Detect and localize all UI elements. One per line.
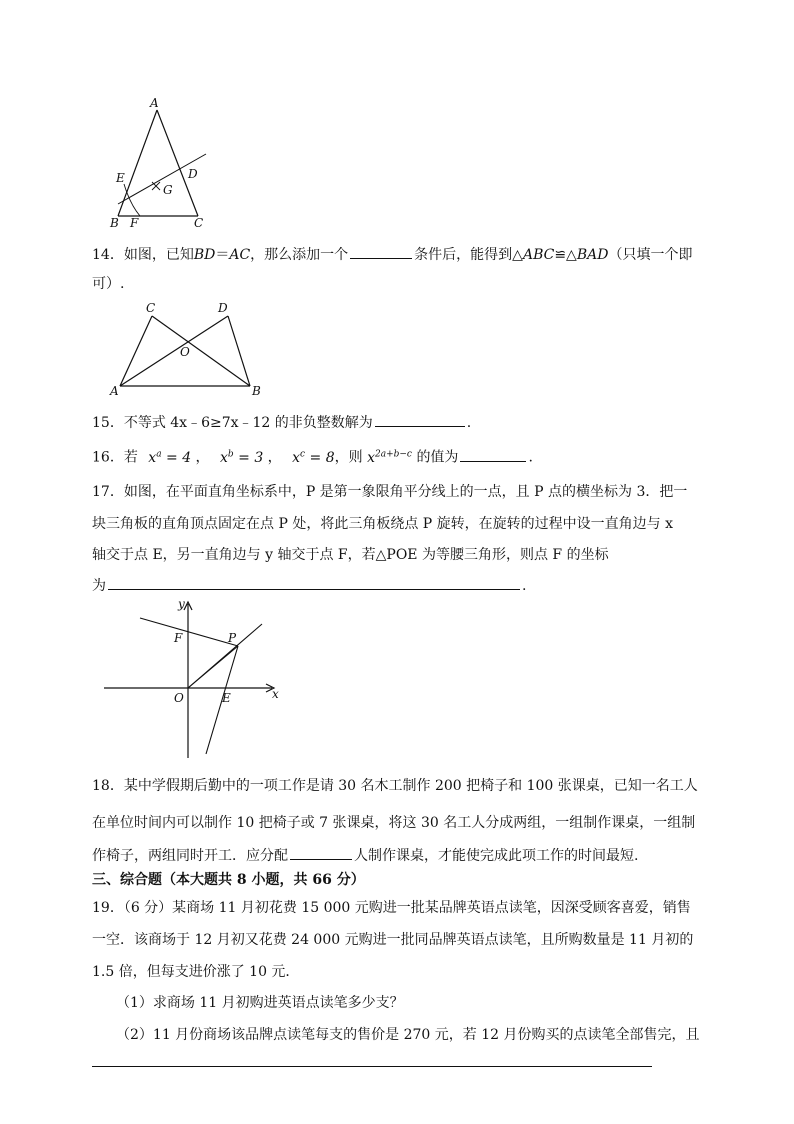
label-o: O bbox=[174, 691, 184, 705]
q16-eq-xb: $x^b = 3$ bbox=[220, 449, 264, 466]
question-17-line-4 bbox=[92, 575, 526, 596]
question-17-line-3: 轴交于点 E，另一直角边与 y 轴交于点 F，若△POE 为等腰三角形，则点 F 的坐标 bbox=[92, 547, 609, 563]
label-g: G bbox=[163, 183, 173, 197]
q16-expr: $x^{2a+b-c}$ bbox=[367, 449, 412, 466]
q14-text-mid: ，那么添加一个 bbox=[250, 247, 349, 263]
label-f: F bbox=[130, 216, 139, 230]
coordinate-plane-diagram bbox=[104, 598, 288, 762]
q16-end: . bbox=[528, 449, 533, 466]
q16-eq-xc: $x^c = 8$ bbox=[292, 449, 335, 466]
question-18-line-1: 18．某中学假期后勤中的一项工作是请 30 名木工制作 200 把椅子和 100 张课桌，已知一名工人 bbox=[92, 778, 698, 794]
q18-line3-prefix: 作椅子，两组同时开工．应分配 bbox=[92, 848, 288, 864]
q18-answer-blank[interactable] bbox=[290, 845, 352, 860]
label-a: A bbox=[110, 384, 119, 398]
footer-rule bbox=[92, 1066, 652, 1067]
q14-math-bad: BAD bbox=[576, 247, 609, 263]
q14-math-abc: ABC bbox=[522, 247, 555, 263]
q14-answer-blank[interactable] bbox=[350, 244, 412, 259]
question-18-line-3 bbox=[92, 845, 638, 866]
label-b: B bbox=[110, 216, 119, 230]
section-3-heading: 三、综合题（本大题共 8 小题，共 66 分） bbox=[92, 872, 365, 888]
label-e: E bbox=[116, 171, 125, 185]
question-19-sub-2: （2）11 月份商场该品牌点读笔每支的售价是 270 元，若 12 月份购买的点读笔全部售完，且 bbox=[116, 1027, 700, 1043]
question-14-line-2: 可）. bbox=[92, 276, 125, 292]
q15-end: . bbox=[466, 415, 472, 431]
question-16: 16．若 $x^a = 4$ ， $x^b = 3$ ， $x^c = 8$，则 $x^{2a+b-c}$ 的值为 . bbox=[92, 444, 533, 468]
figure-crossing-triangles bbox=[108, 298, 268, 398]
q16-eq-xa: $x^a = 4$ bbox=[148, 449, 192, 466]
q15-text: 15．不等式 4x﹣6≥7x﹣12 的非负整数解为 bbox=[92, 415, 373, 431]
label-y: y bbox=[178, 598, 185, 611]
question-19-line-3: 1.5 倍，但每支进价涨了 10 元． bbox=[92, 964, 300, 980]
q14-cong: ≌△ bbox=[554, 247, 577, 263]
q14-text-after: 条件后，能得到△ bbox=[414, 247, 523, 263]
label-p: P bbox=[228, 631, 237, 645]
q14-text-end: （只填一个即 bbox=[608, 247, 693, 263]
question-19-line-2: 一空．该商场于 12 月初又花费 24 000 元购进一批同品牌英语点读笔，且所购数量是 11 月初的 bbox=[92, 932, 694, 948]
label-x: x bbox=[272, 687, 279, 701]
label-e: E bbox=[222, 691, 231, 705]
q14-text-before: 14．如图，已知 bbox=[92, 247, 194, 263]
label-c: C bbox=[194, 216, 204, 230]
q17-answer-blank[interactable] bbox=[108, 575, 520, 590]
q16-mid: ，则 bbox=[334, 449, 363, 466]
question-17-line-1: 17．如图，在平面直角坐标系中，P 是第一象限角平分线上的一点，且 P 点的横坐标为 3．把一 bbox=[92, 484, 688, 500]
label-a: A bbox=[150, 96, 159, 110]
q14-eq: ＝ bbox=[215, 247, 230, 263]
q16-prefix: 16．若 bbox=[92, 449, 138, 466]
label-d: D bbox=[188, 167, 198, 181]
label-f: F bbox=[174, 631, 183, 645]
q16-suffix: 的值为 bbox=[416, 449, 459, 466]
q14-math-bd: BD bbox=[193, 247, 216, 263]
figure-coordinate-plane bbox=[104, 598, 288, 762]
q14-math-ac: AC bbox=[229, 247, 251, 263]
q15-answer-blank[interactable] bbox=[375, 412, 465, 427]
q17-line4-end: . bbox=[522, 578, 527, 594]
q18-line3-suffix: 人制作课桌，才能使完成此项工作的时间最短. bbox=[354, 848, 639, 864]
question-15 bbox=[92, 412, 471, 433]
question-18-line-2: 在单位时间内可以制作 10 把椅子或 7 张课桌，将这 30 名工人分成两组，一组制作课桌，一组制 bbox=[92, 815, 696, 831]
question-19-sub-1: （1）求商场 11 月初购进英语点读笔多少支？ bbox=[116, 995, 404, 1011]
crossing-triangles-diagram bbox=[108, 298, 268, 398]
q17-line4-prefix: 为 bbox=[92, 578, 106, 594]
label-o: O bbox=[180, 345, 190, 359]
label-c: C bbox=[146, 301, 156, 315]
question-17-line-2: 块三角板的直角顶点固定在点 P 处，将此三角板绕点 P 旋转，在旋转的过程中设一直角边与 x bbox=[92, 516, 673, 532]
label-d: D bbox=[218, 301, 228, 315]
question-19-line-1: 19．（6 分）某商场 11 月初花费 15 000 元购进一批某品牌英语点读笔，因深受顾客喜爱，销售 bbox=[92, 900, 691, 916]
label-b: B bbox=[252, 384, 261, 398]
q16-answer-blank[interactable] bbox=[460, 447, 526, 462]
triangle-abc-diagram bbox=[108, 96, 218, 230]
question-14-line-1 bbox=[92, 244, 692, 265]
figure-triangle-abc bbox=[108, 96, 218, 230]
